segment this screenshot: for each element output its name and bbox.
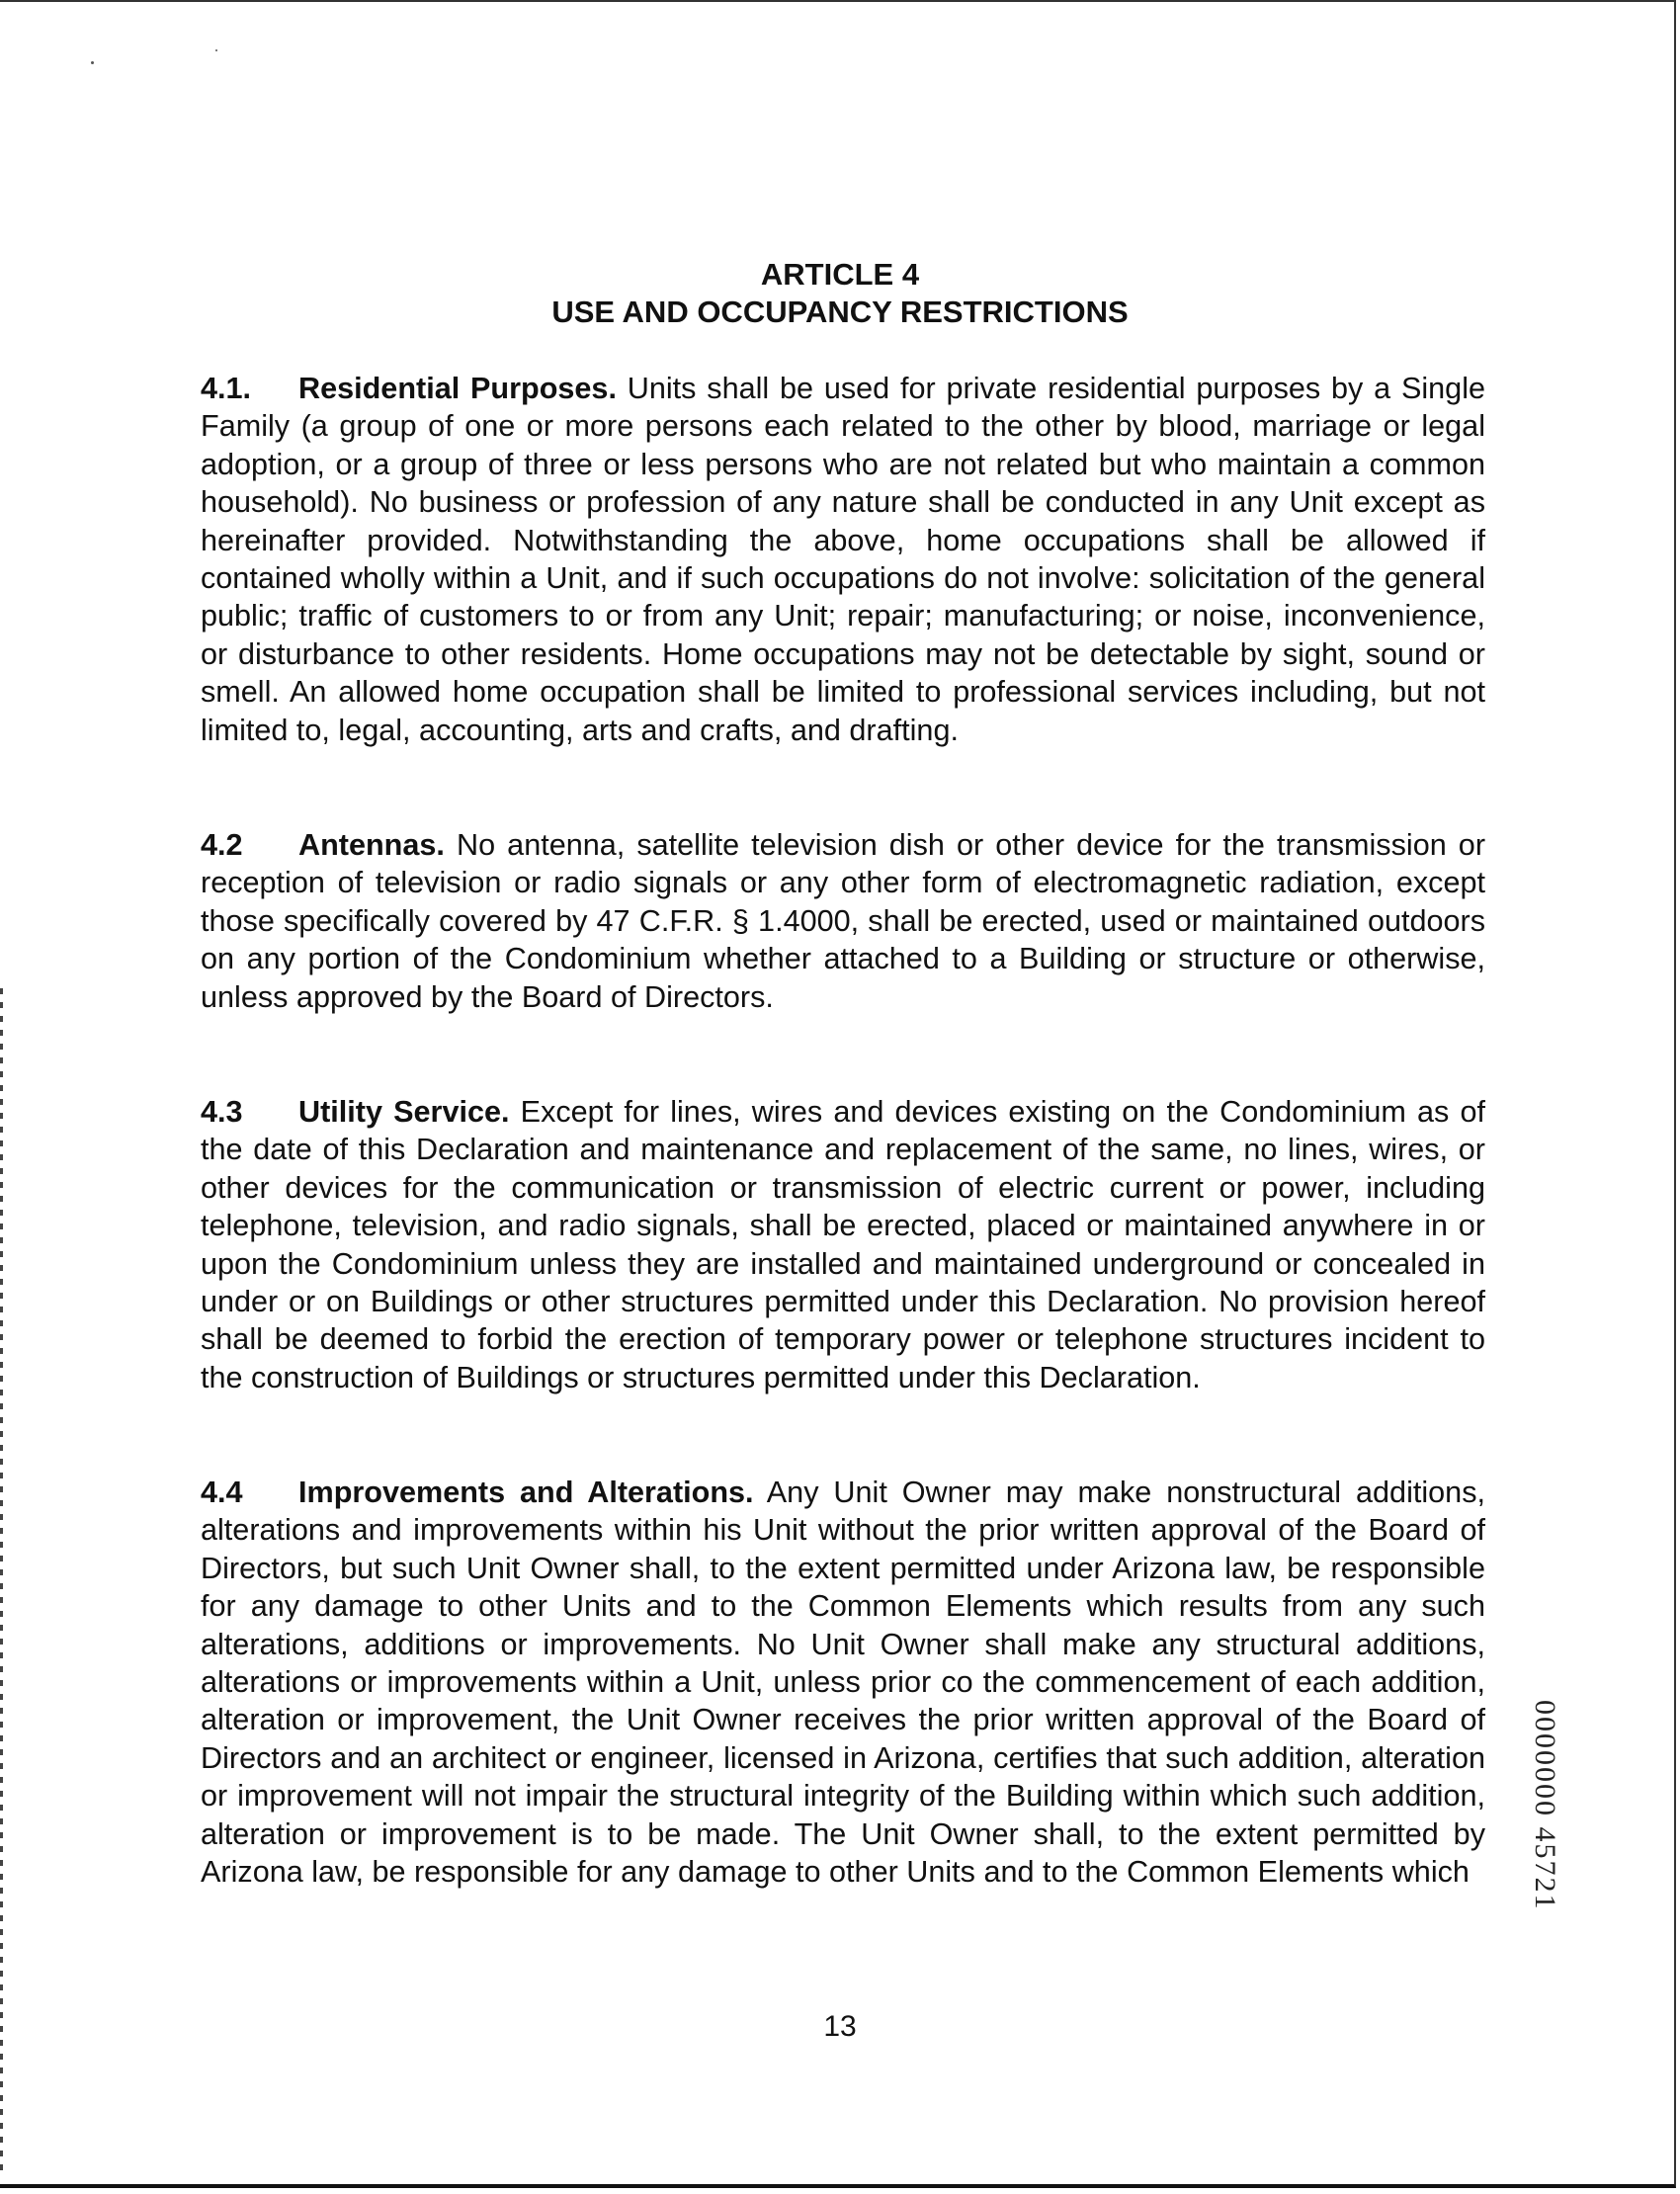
section-number: 4.3 [201, 1095, 243, 1129]
article-title: USE AND OCCUPANCY RESTRICTIONS [551, 295, 1129, 329]
section-title: Residential Purposes. [298, 372, 617, 405]
section-number: 4.1. [201, 372, 252, 405]
section-title: Utility Service. [298, 1095, 510, 1129]
section-4-1 [201, 370, 1485, 749]
section-title: Improvements and Alterations. [298, 1476, 754, 1509]
section-4-2 [201, 826, 1485, 1016]
page-number: 13 [823, 2010, 857, 2043]
document-stamp: 0000000 45721 [1529, 1700, 1561, 1911]
scan-speck [91, 61, 94, 64]
scan-edge-marks [0, 988, 3, 2174]
section-number: 4.2 [201, 828, 243, 862]
section-title: Antennas. [298, 828, 445, 862]
section-4-3 [201, 1093, 1485, 1396]
section-text: No antenna, satellite television dish or other device for the transmission or reception of television or radio signals or any other form of electromagnetic radiation, except those specifically covered by 47 C.F.R. § 1.4000, shall be erected, used or maintained outdoors on any portion of the Condominium whether attached to a Building or structure or otherwise, unless approved by the Board of Directors. [201, 828, 1486, 1014]
scan-speck [215, 49, 217, 51]
section-text: Units shall be used for private residential purposes by a Single Family (a group of one or more persons each related to the other by blood, marriage or legal adoption, or a group of three or less persons who are not related but who maintain a common household). No business or profession of any nature shall be conducted in any Unit except as hereinafter provided. Notwithstanding the above, home occupations shall be allowed if contained wholly within a Unit, and if such occupations do not involve: solicitation of the general public; traffic of customers to or from any Unit; repair; manufacturing; or noise, inconvenience, or disturbance to other residents. Home occupations may not be detectable by sight, sound or smell. An allowed home occupation shall be limited to professional services including, but not limited to, legal, accounting, arts and crafts, and drafting. [201, 372, 1486, 747]
section-text: Any Unit Owner may make nonstructural additions, alterations and improvements within his Unit without the prior written approval of the Board of Directors, but such Unit Owner shall, to the extent permitted under Arizona law, be responsible for any damage to other Units and to the Common Elements which results from any such alterations, additions or improvements. No Unit Owner shall make any structural additions, alterations or improvements within a Unit, unless prior co the commencement of each addition, alteration or improvement, the Unit Owner receives the prior written approval of the Board of Directors and an architect or engineer, licensed in Arizona, certifies that such addition, alteration or improvement will not impair the structural integrity of the Building within which such addition, alteration or improvement is to be made. The Unit Owner shall, to the extent permitted by Arizona law, be responsible for any damage to other Units and to the Common Elements which [201, 1476, 1485, 1890]
article-number: ARTICLE 4 [760, 257, 920, 292]
section-text: Except for lines, wires and devices existing on the Condominium as of the date of this Declaration and maintenance and replacement of the same, no lines, wires, or other devices for the communication or transmission of electric current or power, including telephone, television, and radio signals, shall be erected, placed or maintained anywhere in or upon the Condominium unless they are installed and maintained underground or concealed in under or on Buildings or other structures permitted under this Declaration. No provision hereof shall be deemed to forbid the erection of temporary power or telephone structures incident to the construction of Buildings or structures permitted under this Declaration. [201, 1095, 1486, 1394]
section-number: 4.4 [201, 1476, 243, 1509]
section-4-4 [201, 1474, 1485, 1891]
